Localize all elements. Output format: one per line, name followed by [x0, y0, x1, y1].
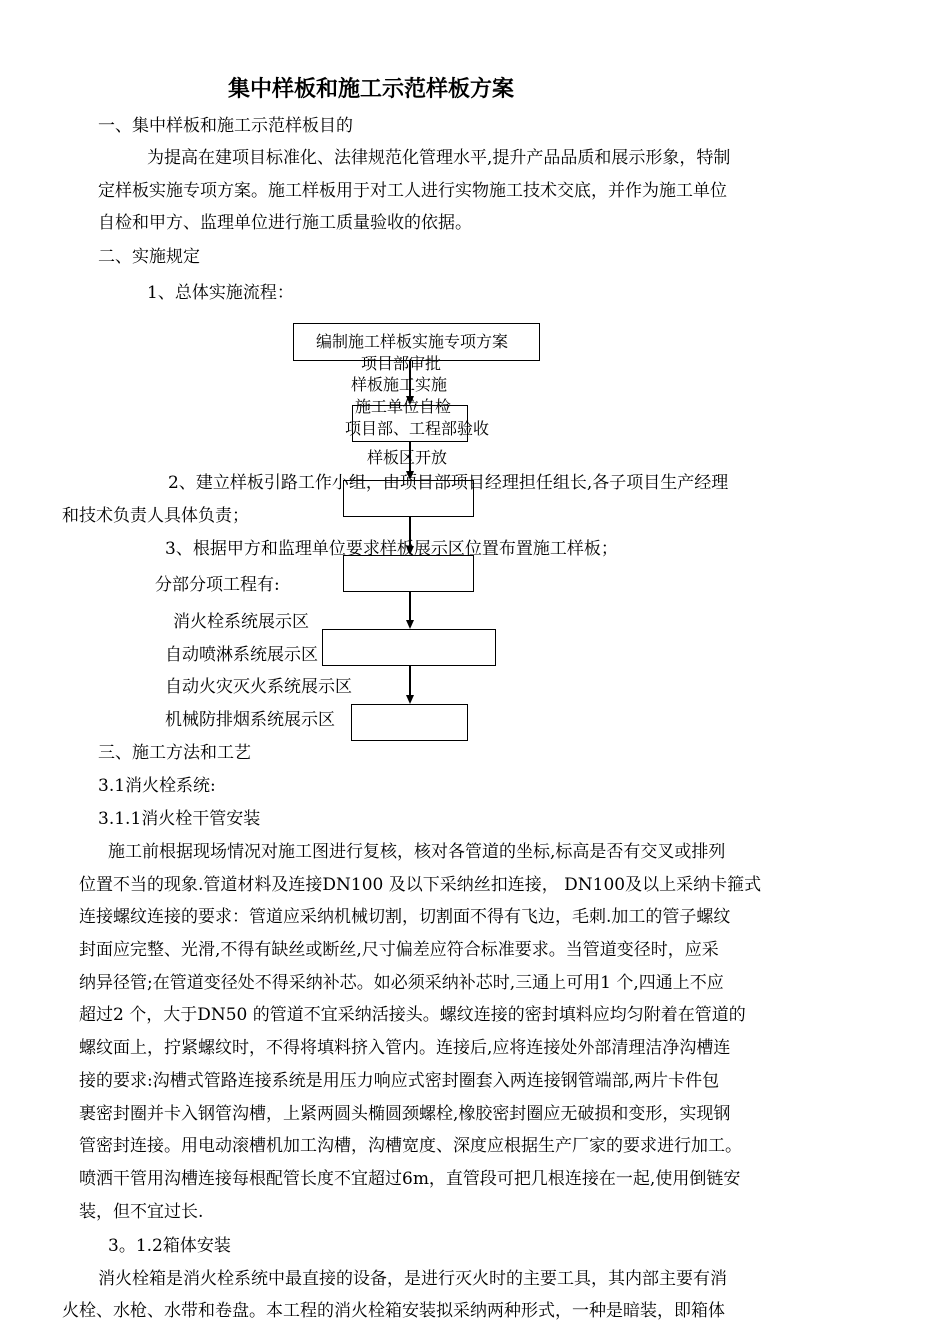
- flowchart-box-4: [343, 555, 474, 592]
- section3-sub1: 3.1消火栓系统:: [98, 776, 216, 796]
- para1-line: 螺纹面上，拧紧螺纹时，不得将填料挤入管内。连接后,应将连接处外部清理洁净沟槽连: [79, 1038, 731, 1058]
- para1-line: 超过2 个，大于DN50 的管道不宜采纳活接头。螺纹连接的密封填料应均匀附着在管道的: [79, 1005, 746, 1025]
- flowchart-box-6: [351, 704, 468, 741]
- section2-item3: 3、根据甲方和监理单位要求样板展示区位置布置施工样板；: [165, 539, 618, 559]
- section2-item2-line1: 2、建立样板引路工作小组，由项目部项目经理担任组长,各子项目生产经理: [168, 473, 729, 493]
- para2-line: 消火栓箱是消火栓系统中最直接的设备，是进行灭火时的主要工具，其内部主要有消: [98, 1269, 727, 1289]
- section3-sub12: 3。1.2箱体安装: [108, 1236, 231, 1256]
- flow-arrow-5: [406, 695, 414, 704]
- flow-step-1: 编制施工样板实施专项方案: [316, 332, 509, 351]
- section1-line-1: 为提高在建项目标准化、法律规范化管理水平,提升产品品质和展示形象，特制: [147, 148, 731, 168]
- section2-item2-line2: 和技术负责人具体负责；: [62, 506, 249, 526]
- para1-line: 管密封连接。用电动滚槽机加工沟槽，沟槽宽度、深度应根据生产厂家的要求进行加工。: [79, 1136, 742, 1156]
- para2-line: 火栓、水枪、水带和卷盘。本工程的消火栓箱安装拟采纳两种形式，一种是暗装，即箱体: [62, 1301, 725, 1321]
- section2-heading: 二、实施规定: [98, 247, 200, 267]
- subproject-item: 消火栓系统展示区: [173, 612, 309, 632]
- flow-connector-4: [409, 592, 411, 621]
- section1-heading: 一、集中样板和施工示范样板目的: [98, 116, 353, 136]
- flow-arrow-4: [406, 620, 414, 629]
- flow-connector-5: [409, 666, 411, 696]
- flow-step-3: 样板施工实施: [351, 375, 448, 394]
- para1-line: 封面应完整、光滑,不得有缺丝或断丝,尺寸偏差应符合标准要求。当管道变径时，应采: [79, 940, 719, 960]
- subprojects-label: 分部分项工程有:: [155, 575, 280, 595]
- para1-line: 接的要求:沟槽式管路连接系统是用压力响应式密封圈套入两连接钢管端部,两片卡件包: [79, 1071, 720, 1091]
- para1-line: 位置不当的现象.管道材料及连接DN100 及以下采纳丝扣连接， DN100及以上采纳卡箍式: [79, 875, 762, 895]
- flowchart-box-5: [322, 629, 496, 666]
- section3-sub11: 3.1.1消火栓干管安装: [98, 809, 261, 829]
- section3-heading: 三、施工方法和工艺: [98, 743, 251, 763]
- subproject-item: 机械防排烟系统展示区: [165, 710, 335, 730]
- para1-line: 喷洒干管用沟槽连接每根配管长度不宜超过6m，直管段可把几根连接在一起,使用倒链安: [79, 1169, 741, 1189]
- section2-item1: 1、总体实施流程：: [147, 283, 294, 303]
- flow-step-5: 项目部、工程部验收: [345, 419, 490, 438]
- para1-line: 装，但不宜过长.: [79, 1202, 204, 1222]
- flow-step-2: 项目部审批: [361, 354, 442, 373]
- para1-line: 施工前根据现场情况对施工图进行复核，核对各管道的坐标,标高是否有交叉或排列: [108, 842, 726, 862]
- para1-line: 纳异径管;在管道变径处不得采纳补芯。如必须采纳补芯时,三通上可用1 个,四通上不应: [79, 973, 724, 993]
- section1-line-3: 自检和甲方、监理单位进行施工质量验收的依据。: [98, 213, 472, 233]
- section1-line-2: 定样板实施专项方案。施工样板用于对工人进行实物施工技术交底，并作为施工单位: [98, 181, 727, 201]
- flow-step-4: 施工单位自检: [355, 397, 452, 416]
- para1-line: 裹密封圈并卡入钢管沟槽，上紧两圆头椭圆颈螺栓,橡胶密封圈应无破损和变形，实现钢: [79, 1104, 731, 1124]
- subproject-item: 自动火灾灭火系统展示区: [165, 677, 352, 697]
- document-title: 集中样板和施工示范样板方案: [228, 77, 515, 102]
- subproject-item: 自动喷淋系统展示区: [165, 645, 318, 665]
- flow-step-6: 样板区开放: [367, 448, 448, 467]
- para1-line: 连接螺纹连接的要求：管道应采纳机械切割，切割面不得有飞边，毛刺.加工的管子螺纹: [79, 907, 731, 927]
